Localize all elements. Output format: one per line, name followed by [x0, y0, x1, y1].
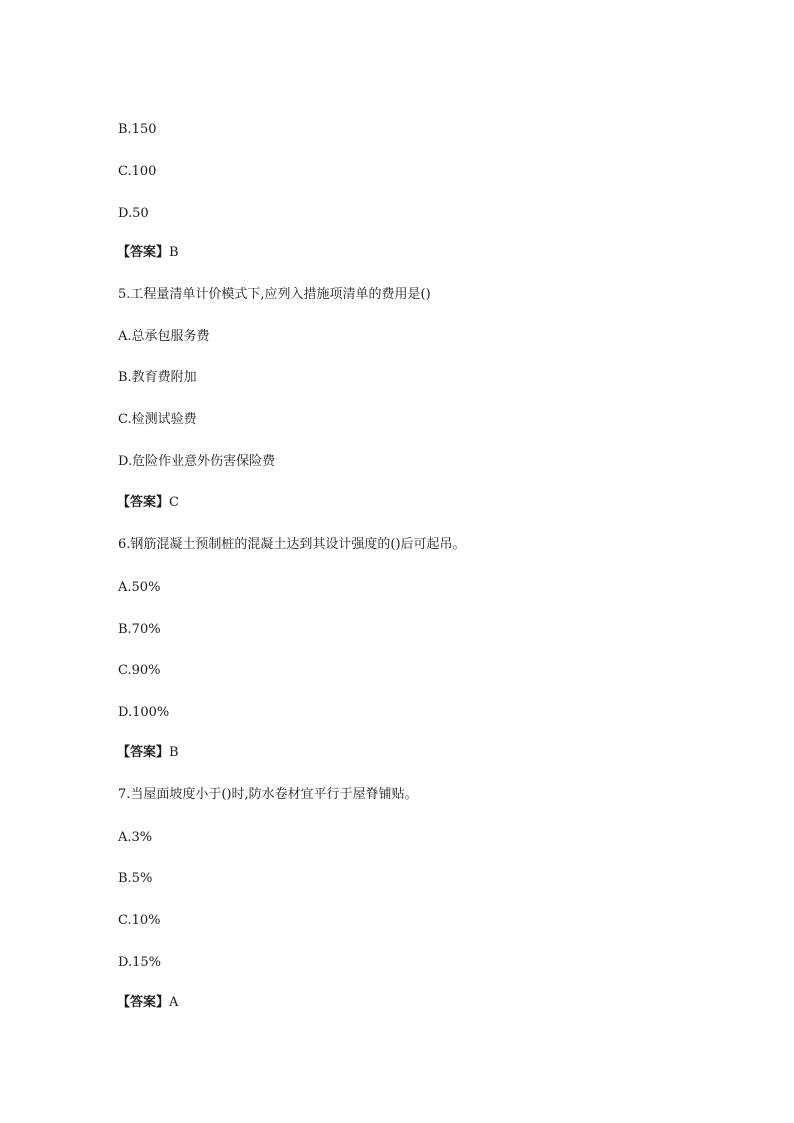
q6-option-a: A.50% — [118, 580, 161, 595]
q5-answer-value: C — [169, 495, 179, 510]
q4-option-d: D.50 — [118, 206, 149, 221]
q5-answer-label: 【答案】 — [117, 495, 170, 510]
q7-question: 7.当屋面坡度小于()时,防水卷材宜平行于屋脊铺贴。 — [118, 787, 418, 802]
q5-option-b: B.教育费附加 — [118, 370, 197, 385]
q7-option-d: D.15% — [118, 955, 161, 970]
q7-answer-value: A — [169, 995, 179, 1010]
q6-answer-value: B — [169, 745, 179, 760]
q6-option-d: D.100% — [118, 705, 170, 720]
q6-question: 6.钢筋混凝土预制桩的混凝土达到其设计强度的()后可起吊。 — [118, 537, 466, 552]
q6-answer — [117, 745, 179, 761]
q6-option-c: C.90% — [118, 663, 161, 678]
q7-answer-label: 【答案】 — [117, 995, 170, 1010]
q7-answer — [117, 995, 178, 1011]
q5-question: 5.工程量清单计价模式下,应列入措施项清单的费用是() — [118, 287, 431, 302]
q5-option-a: A.总承包服务费 — [118, 329, 210, 344]
q7-option-c: C.10% — [118, 913, 161, 928]
q5-option-d: D.危险作业意外伤害保险费 — [118, 454, 276, 469]
q4-option-b: B.150 — [118, 122, 157, 137]
q7-option-a: A.3% — [118, 830, 153, 845]
q4-answer-value: B — [169, 245, 179, 260]
q6-option-b: B.70% — [118, 622, 161, 637]
q4-answer — [117, 245, 179, 261]
q7-option-b: B.5% — [118, 871, 153, 886]
q4-option-c: C.100 — [118, 164, 157, 179]
q5-option-c: C.检测试验费 — [118, 412, 197, 427]
q4-answer-label: 【答案】 — [117, 245, 170, 260]
q6-answer-label: 【答案】 — [117, 745, 170, 760]
q5-answer — [117, 495, 179, 511]
